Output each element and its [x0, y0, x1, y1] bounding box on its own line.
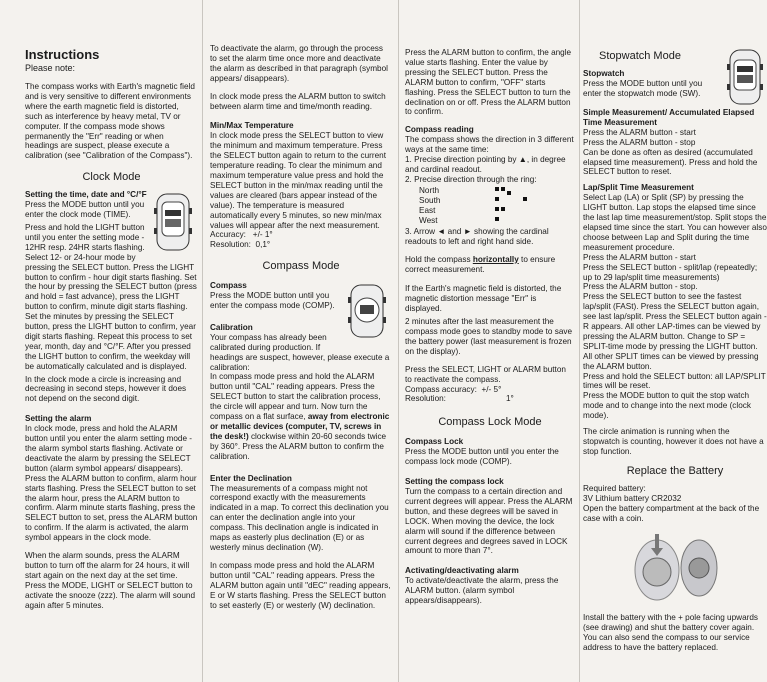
calibration-title: Calibration — [210, 322, 253, 332]
compass-lock-heading: Compass Lock Mode — [438, 416, 542, 429]
resolution-label: Resolution: — [210, 240, 251, 250]
resolution-row — [210, 240, 392, 250]
simple-measurement-title: Simple Measurement/ Accumulated Elapsed Time Measurement — [583, 108, 755, 127]
reading-1: 1. Precise direction pointing by ▲, in degree and cardinal readout. — [405, 155, 566, 174]
accuracy-label: Accuracy: — [210, 230, 246, 240]
circle-animation-text: The circle animation is running when the stopwatch is counting, however it does not have a stop function. — [583, 427, 764, 456]
column-3 — [399, 0, 579, 682]
compass-resolution-value: 1° — [505, 394, 514, 404]
standby-text: 2 minutes after the last measurement the compass mode goes to standby mode to save the battery power (last measurement is frozen on the display). — [405, 317, 573, 356]
simple-start: Press the ALARM button - start — [583, 127, 696, 137]
stopwatch-text: Press the MODE button until you enter the stopwatch mode (SW). — [583, 78, 703, 98]
clock-mode-heading: Clock Mode — [82, 171, 141, 184]
stopwatch-heading: Stopwatch Mode — [599, 50, 681, 62]
set-time-p1: Press the MODE button until you enter the clock mode (TIME). — [25, 200, 145, 220]
lap-split: Press the SELECT button - split/lap (repeatedly; up to 29 lap/split time measurements) — [583, 262, 758, 282]
simple-stop: Press the ALARM button - stop — [583, 137, 696, 147]
dir-south: South — [419, 195, 441, 205]
set-time-title: Setting the time, date and °C/°F — [25, 190, 147, 200]
lap-text-1: Select Lap (LA) or Split (SP) by pressing the LIGHT button. Lap stops the elapsed time since the last lap time measurement/stop. Split stops the elapsed time since the start. You can however also choose between Lap and Split during the time measurement procedure. — [583, 193, 767, 252]
battery-install-text: Install the battery with the + pole facing upwards (see drawing) and shut the battery cover again. You can also send the compass to our service address to have the battery replaced. — [583, 613, 758, 653]
compass-reading-title: Compass reading — [405, 125, 474, 135]
set-time-p3: In the clock mode a circle is increasing and decreasing in second steps, however it does not depend on the second digit. — [25, 374, 187, 404]
resolution-value: 0,1° — [255, 240, 271, 250]
battery-heading: Replace the Battery — [626, 464, 724, 477]
watch-compass-illustration — [348, 283, 386, 339]
battery-open-text: Open the battery compartment at the back of the case with a coin. — [583, 503, 760, 523]
lock-alarm-title: Activating/deactivating alarm — [405, 566, 519, 576]
declination-title: Enter the Declination — [210, 473, 292, 483]
lock-alarm-text: To activate/deactivate the alarm, press the ALARM button. (alarm symbol appears/disappears). — [405, 576, 559, 606]
hold-a: Hold the compass — [405, 254, 473, 264]
direction-list — [419, 186, 479, 226]
hold-c: to ensure correct measurement. — [405, 254, 556, 274]
direction-ring — [405, 185, 575, 227]
battery-type: 3V Lithium battery CR2032 — [583, 493, 682, 503]
alarm-p1: In clock mode, press and hold the ALARM button until you enter the alarm setting mode - the alarm symbol starts flashing. Activate or deactivate the alarm by pressing the SELECT button (alarm symbol appears/ disappears). Press the ALARM button to confirm, alarm hour starts flashing. Press the SELECT button to set the alarm hour, press the ALARM button to confirm. Alarm minute starts flashing, press the SELECT button to set, press the ALARM button to confirm. If the alarm is activated, the alarm symbol appears in the clock mode. — [25, 424, 198, 543]
calibration-text-1: Your compass has already been calibrated during production. If headings are suspect, however, please execute a calibration: — [210, 332, 390, 372]
instructions-title: Instructions — [25, 47, 100, 62]
clock-mode-alarm-text: In clock mode press the ALARM button to switch between alarm time and time/month reading. — [210, 91, 386, 111]
compass-accuracy-value: +/- 5° — [481, 384, 502, 394]
declination-text-2: In compass mode press and hold the ALARM button until "CAL" reading appears. Press the ALARM button again until "dEC" reading appears, E or W starts flashing. Press the SELECT button to set easterly (E) or westerly (W) declination. — [210, 560, 391, 610]
lap-title: Lap/Split Time Measurement — [583, 183, 694, 193]
battery-photo — [619, 532, 729, 602]
column-4 — [580, 0, 767, 682]
battery-required: Required battery: — [583, 483, 646, 493]
alarm-p2: When the alarm sounds, press the ALARM button to turn off the alarm for 24 hours, it will start again on the next day at the set time. Press the MODE, LIGHT or SELECT button to activate the snooze (zzz). The alarm will sound again after 5 minutes. — [25, 551, 196, 610]
reactivate-text: Press the SELECT, LIGHT or ALARM button to reactivate the compass. — [405, 364, 566, 384]
dir-west: West — [419, 215, 438, 225]
hold-horizontal — [405, 255, 575, 275]
calibration-text-2c: clockwise within 20-60 seconds twice by 360°. Press the ALARM button to confirm the calibration. — [210, 431, 387, 461]
lap-start: Press the ALARM button - start — [583, 252, 696, 262]
compass-resolution-label: Resolution: — [405, 394, 446, 404]
dir-north: North — [419, 185, 440, 195]
watch-clock-illustration — [154, 192, 192, 252]
compass-reading-text: The compass shows the direction in 3 different ways at the same time: — [405, 135, 574, 155]
lap-text-5: Press the SELECT button to see the fastest lap/split (FASt). Press the SELECT button again, see last lap/split. Press the SELECT button again - R appears. All other LAP-times can be viewed by pressing the ALARM button. Change to SP = SPLIT-time mode by pressing the LIGHT button. All other SPLIT times can be viewed by pressing the ALARM button. — [583, 292, 767, 371]
accuracy-value: +/- 1° — [252, 230, 273, 240]
minmax-text: In clock mode press the SELECT button to view the minimum and maximum temperature. Press the SELECT button again to return to the current temperature reading. To clear the minimum and maximum temperature value press and hold the SELECT button in the min/max reading until the values are cleared (bars appear instead of the value). The temperature is measured automatically every 5 minutes, so new min/max values will appear after the next measurement. — [210, 131, 386, 230]
reading-3: 3. Arrow ◄ and ► showing the cardinal readouts to left and right hand side. — [405, 226, 549, 246]
set-time-p2: Press and hold the LIGHT button until you enter the setting mode - 12HR resp. 24HR starts flashing. Select 12- or 24-hour mode by pressing the SELECT button. Press the LIGHT button to confirm - hour digit starts flashing. Set the hour by pressing the SELECT button (press and hold = fast advance), press the LIGHT button to confirm, minute digit starts flashing. Set the minutes by pressing the SELECT button, press the LIGHT button to confirm, year digit starts flashing. Repeat this process to set year, month, day and °C/°F. After you pressed the LIGHT button to confirm, the weekday will be automatically calculated and is displayed. — [25, 222, 197, 371]
column-2 — [203, 0, 398, 682]
compass-mode-heading: Compass Mode — [262, 260, 340, 273]
minmax-title: Min/Max Temperature — [210, 121, 294, 131]
dir-east: East — [419, 205, 436, 215]
stopwatch-title: Stopwatch — [583, 69, 625, 78]
column-1 — [0, 0, 202, 682]
set-lock-title: Setting the compass lock — [405, 477, 504, 487]
reading-2: 2. Precise direction through the ring: — [405, 174, 537, 184]
lap-stop: Press the ALARM button - stop. — [583, 282, 698, 292]
accuracy-row — [210, 230, 392, 240]
compass-title: Compass — [210, 281, 247, 291]
lap-text-6: Press and hold the SELECT button: all LAP/SPLIT times will be reset. — [583, 371, 766, 391]
lap-text-7: Press the MODE button to quit the stop watch mode and to change into the next mode (clock mode). — [583, 391, 751, 421]
calibration-text-2a: In compass mode press and hold the ALARM button until "CAL" reading appears. Press the SELECT button to start the calibration process, the circle will appear and turn. Now turn the compass on a flat surface, — [210, 372, 381, 422]
alarm-title: Setting the alarm — [25, 414, 92, 424]
note-text: The compass works with Earth's magnetic field and is very sensitive to different environments where the earth magnetic field is distorted, such as interference by heavy metal, TV or computer. If the compass mode shows permanently the "Err" reading or when headings are suspect, please execute a calibration (see "Calibration of the Compass"). — [25, 82, 195, 161]
declination-text-1: The measurements of a compass might not correspond exactly with the measurements indicated in a map. To correct this declination you can enter the declination angle into your compass. This declination angle is indicated in maps as easterly plus declination (E) or as westerly minus declination (W). — [210, 483, 389, 552]
distorted-text: If the Earth's magnetic field is distorted, the magnetic distortion message "Err" is displayed. — [405, 284, 562, 314]
deactivate-alarm-text: To deactivate the alarm, go through the process to set the alarm time once more and deactivate the alarm as described in that paragraph (symbol appears/ disappears). — [210, 44, 388, 83]
compass-lock-text: Press the MODE button until you enter the compass lock mode (COMP). — [405, 447, 559, 467]
compass-accuracy-label: Compass accuracy: — [405, 384, 477, 394]
declination-continued: Press the ALARM button to confirm, the angle value starts flashing. Enter the value by pressing the SELECT button. Press the ALARM button to confirm, "OFF" starts flashing. Press the SELECT button to turn the declination on or off. Press the ALARM button to confirm. — [405, 48, 572, 117]
calibration-warning: away from electronic or metallic devices (computer, TV, screws in the desk!) — [210, 412, 390, 441]
calibration-text-2 — [210, 372, 392, 461]
watch-stopwatch-illustration — [727, 48, 763, 106]
simple-text: Can be done as often as desired (accumulated elapsed time measurement). Press and hold the SELECT button to reset. — [583, 147, 758, 177]
please-note: Please note: — [25, 63, 76, 73]
set-lock-text: Turn the compass to a certain direction and current degrees will appear. Press the ALARM button, and these degrees will be saved in LOCK. When moving the device, the lock alarm will sound if the difference between current degrees and degrees saved in LOCK amount to more than 7°. — [405, 487, 573, 556]
hold-b: horizontally — [472, 254, 519, 264]
compass-text: Press the MODE button until you enter the compass mode (COMP). — [210, 291, 335, 311]
compass-resolution-row — [405, 394, 575, 404]
ring-segments-icon — [493, 185, 553, 225]
compass-accuracy-row — [405, 385, 575, 395]
compass-lock-title: Compass Lock — [405, 437, 464, 447]
